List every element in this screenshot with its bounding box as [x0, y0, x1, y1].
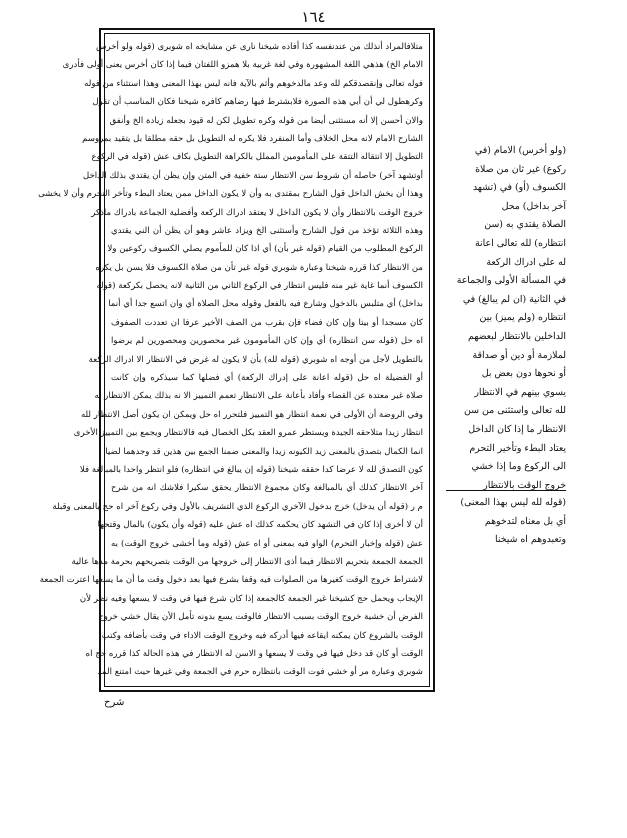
margin-text-line: الكسوف (أو) في (تشهد	[472, 182, 566, 194]
main-text-line: خروج الوقت بالانتظار وأن لا يكون الداخل لا يعتقد ادراك الركعة وأفضلية الجماعة بادراك ماذكر	[91, 207, 423, 218]
main-text-line: انتظار زيدا متلاحقه الجيدة ويستظر عمرو العقد بكل الخصال فيه فالانتظار ويجمع بين التمييز الأخرى	[73, 428, 423, 439]
margin-text-line: أو نحوها دون بعض بل	[481, 368, 566, 380]
main-text-line: انما الكمال بتصدق بالمعنى زيد الكيونه زيدا والمعنى ضمنا الجمع بين هذين قد وجدهما لضيا	[105, 446, 423, 457]
main-text-line: أن لا أخرى إذا كان في التشهد كان يحكمه كذلك اه عش عليه (قوله وأن يكون) بالمال وقتحها	[97, 520, 423, 531]
main-text-line: شوبري وعبارة مر أو خشي فوت الوقت بانتظاره حرم في الجمعة وفي غيرها حيث امتنع المد	[97, 667, 423, 678]
margin-text-line: انتظاره) لله تعالى اعانة	[475, 237, 566, 249]
main-text-line: أوتشهد آخر) حاصله أن شروط سن الانتظار ستة خفية في المتن وإن يظن أن يقتدي بذلك الداخل	[82, 170, 423, 181]
main-text-line: الوقت بالشروع كان يمكنه ايقاعه فيها أدركه فيه وخروج الوقت الاداء في وقت بأضافه وكتب	[101, 630, 423, 641]
margin-text-line: الداخلين بالانتظار لبعضهم	[467, 330, 566, 342]
main-text-line: متلافالمراد أنذلك من عندنفسه كذا أفاده شيخنا نارى عن مشايخه اه شوبرى (قوله ولو أخرس	[95, 42, 423, 52]
main-text-line: أو الفضيلة اه حل (قوله اعانة على إدراك الركعة) أي فضلها كما سيذكره وإن كانت	[111, 373, 423, 384]
main-text-line: وفي الروضة أن الأولى في نعمة انتظار هو التمييز فلتحرر اه حل ويمكن ان يكون أصل الانتظار لله	[80, 409, 423, 420]
margin-commentary	[446, 142, 566, 495]
margin-text-line: يعتاد البطء وتأخير التحرم	[469, 442, 566, 454]
main-text-line: فوله تعالى وإنقصدقكم لله وعد مالدخوهم وأثم بالآية فانه ليس بهذا المعنى وهذا استثناء من فوله	[84, 78, 423, 89]
main-text-line: الامام الخ) هذهي اللغة المشهورة وفي لغة غربية بلا همزو اللفتان فيما إذا كان أخرس يعنى أولى فأدرى	[62, 60, 423, 71]
main-text-line: لاشتراط خروج الوقت كغيرها من الصلوات فيه وقفا بشرع فيها بعد دخول وقت ما أن ما يسعها اعترت الجمعة	[39, 575, 423, 586]
main-text-line: من الانتظار كذا قرره شيخنا وعبارة شوبري قوله غير تأن من صلاة الكسوف فلا يسن بل يكره	[95, 262, 423, 273]
catchword: شرح	[104, 697, 125, 708]
main-text-line: م ر (قوله أن يدخل) خرج بدخول الآخري الركوع الذي التشريف بالأول وفي ركوع آخر اه حج بالمعنى وقبلة	[52, 501, 423, 512]
main-text-line: بداخل) أي متلبس بالدخول وشارع فيه بالفعل وقوله محل الصلاة أي وان اتسع جدا أي أنما	[108, 299, 423, 310]
main-text-line: اه حل (قوله سن انتظاره) أي وإن كان المأمومون غير محصورين ومحصورين لم يرضوا	[111, 336, 423, 347]
main-text-body	[38, 38, 423, 682]
main-text-line: الشارح الامام لانه محل الخلاف وأما المنفرد فلا يكره له التطويل بل حقه مطلقا بل يتقيد بمروسم	[82, 133, 423, 144]
main-text-line: عش (قوله وإخبار التحرم) الواو فيه بمعنى أو اه عش (قوله وما أخشى خروج الوقت) به	[111, 538, 423, 549]
main-text-inner-border	[38, 33, 430, 687]
main-text-line: وكرهطول لي أن أبي هذه الصورة فلابشترط فيها رضاهم كافره شيخنا فكان المناسب أن تقول	[92, 97, 423, 108]
main-text-line: الإيجاب ويحمل حج كشيخنا غير الجمعة كالجمعة إذا كان شرع فيها في وقت لا يسعها وفيه نظر لأن	[79, 593, 423, 604]
main-text-line: التطويل إلا انتقاله التتقة على المأمومين المملل بالكراهة التطويل بكاف عش (قوله في الركوع	[91, 152, 423, 163]
main-text-line: صلاة غير معتدة عن القضاء وأفاد بأعانة على الانتظار تعمم التمييز الا نه بذلك يمكن الانتظار به	[94, 391, 423, 402]
main-text-line: كون التصدق لله لا عرضا كدا حققه شيخنا (قوله إن يبالغ في انتظاره) فلو انتظر واحدا بالمبالغة فلا	[79, 464, 423, 475]
margin-text-line: الصلاة يقتدي به (سن	[484, 219, 566, 231]
margin-footnote-line: وتعبدوهم اه شيخنا	[494, 534, 566, 546]
margin-text-line: يسوي بينهم في الانتظار	[474, 386, 566, 398]
main-text-line: وهذا أن يخش الداخل قول الشارح بمقتدى به وأن لا يكون الداخل ممن يعتاد البطء وتأخر التحرم وأن لا يخشى	[38, 189, 423, 200]
margin-text-line: انتظاره (ولم يميز) بين	[479, 312, 566, 324]
main-text-line: بالتطويل لأجل من أوجه اه شوبري (قوله لله) بأن لا يكون له غرض في الانتظار الا ادراك الركعة	[88, 354, 423, 365]
margin-text-line: (ولو أخرس) الامام (في	[474, 145, 566, 156]
main-text-line: الفرض أن خشية خروج الوقت بسبب الانتظار فالوقت يسع بدونه تأمل الأن يقال خشي خروج	[98, 612, 423, 623]
main-text-line: الجمعة الجمعة بتحريم الانتظار فيما أذى الانتظار إلى خروجها من الوقت بتصريحهم بحرمة مدها عالية	[71, 556, 423, 567]
page-number: ١٦٤	[301, 8, 326, 26]
main-text-frame	[38, 28, 435, 692]
margin-text-line: له على ادراك الركعة	[486, 256, 566, 268]
margin-text-line: الانتظار ما إذا كان الداخل	[468, 423, 566, 435]
margin-text-line: في الثانية (ان لم يبالغ) في	[462, 293, 566, 305]
main-text-line: وهذه الثلاثة تؤخذ من قول الشارح وأستثنى الخ ويزاد عاشر وهو أن يظن أن الني يقتدي	[111, 225, 423, 236]
margin-footnote-line: (قوله لله ليس بهذا المعنى)	[460, 497, 566, 508]
margin-footnote	[446, 494, 566, 550]
main-text-line: الركوع المطلوب من القيام (قوله غير بأن) أي اذا كان للمأموم يصلي الكسوف ركوعين ولا	[107, 244, 423, 255]
margin-text-line: خروج الوقت بالانتظار	[483, 479, 566, 491]
margin-divider	[446, 490, 566, 491]
margin-text-line: لله تعالى واستثنى من سن	[463, 405, 566, 417]
main-text-line: آخر الانتظار كذلك أي بالمبالغة وكان مجموع الانتظار يحقق سكيرا فلاشك انه من شرح	[111, 483, 423, 494]
margin-text-line: ركوع) غير ثان من صلاة	[475, 163, 566, 175]
margin-text-line: لملازمة أو دين أو صداقة	[472, 349, 566, 361]
margin-footnote-line: أي بل معناه لتدخوهم	[484, 515, 566, 527]
main-text-line: الوقت أو كان قد دخل فيها في وقت لا يسعها و الاسن له الانتظار في هذه الحالة كذا قرره حج اه	[85, 648, 423, 659]
margin-text-line: في المسألة الأولى والجماعة	[456, 275, 566, 287]
main-text-line: والان أحسن إلا أنه مستثنى أيضا من قوله وكره تطويل لكن له قيود بجعله زيادة الخ وأنفق	[109, 115, 423, 126]
main-text-line: كان مسجدا أو بيتا وإن كان فضاء فإن بقرب من الصف الأخير عرفا ان تعددت الصفوف	[111, 317, 423, 328]
margin-text-line: الى الركوع وما إذا خشي	[471, 461, 566, 473]
main-text-line: الكسوف أنما غاية غير منه فليس انتظار في الركوع الثاني من الثانية لانه يحصل بكركعة (قوله	[96, 281, 423, 292]
margin-text-line: آخر بداخل) محل	[501, 200, 566, 212]
